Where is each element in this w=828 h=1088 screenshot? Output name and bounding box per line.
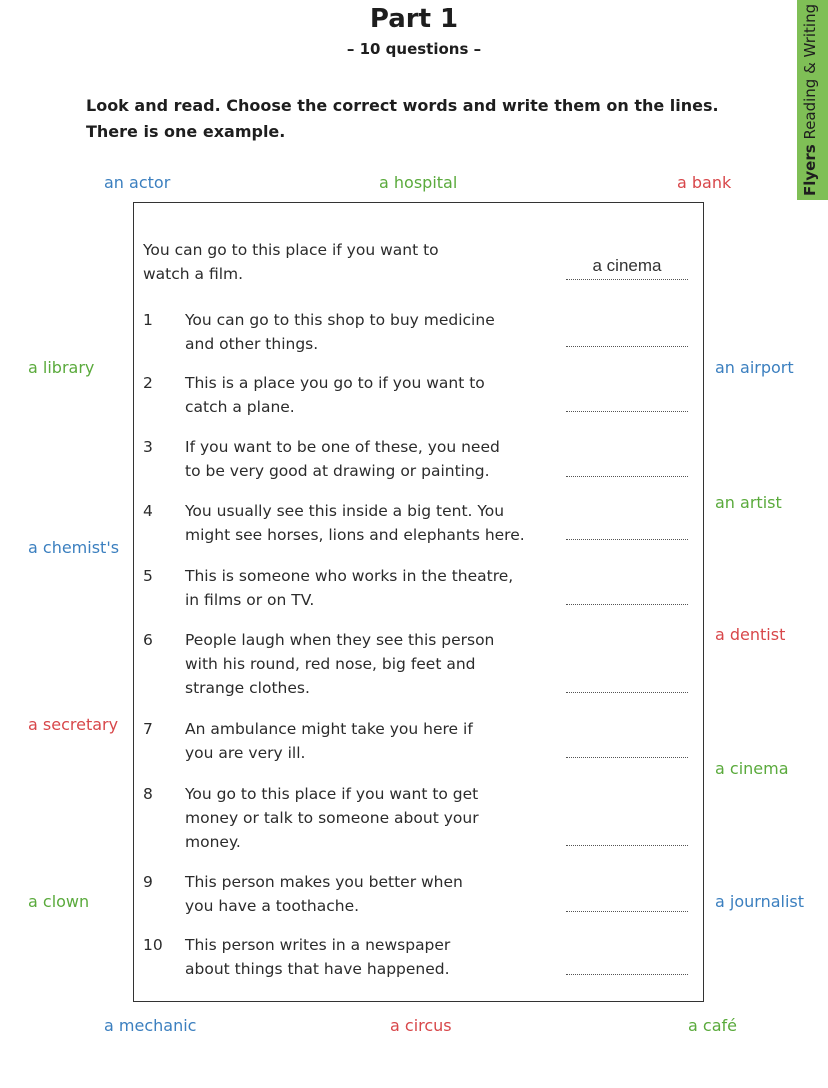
question-text: This person writes in a newspaper about things that have happened. <box>185 936 451 978</box>
instruction-line-1: Look and read. Choose the correct words and write them on the lines. <box>86 96 719 115</box>
page-title: Part 1 <box>369 4 459 34</box>
answer-line[interactable] <box>566 476 688 477</box>
question-number: 10 <box>143 936 163 954</box>
question-number: 3 <box>143 438 153 456</box>
word-a-chemists: a chemist's <box>28 538 120 557</box>
question-text: An ambulance might take you here if you are very ill. <box>185 720 473 762</box>
question-number: 8 <box>143 785 153 803</box>
question-text: People laugh when they see this person with his round, red nose, big feet and strange clothes. <box>185 631 495 697</box>
word-a-journalist: a journalist <box>715 892 805 911</box>
question-number: 2 <box>143 374 153 392</box>
word-a-mechanic: a mechanic <box>104 1016 197 1035</box>
question-text: This person makes you better when you have a toothache. <box>185 873 463 915</box>
answer-line[interactable] <box>566 911 688 912</box>
word-an-artist: an artist <box>715 493 782 512</box>
question-text: You usually see this inside a big tent. You might see horses, lions and elephants here. <box>185 502 525 544</box>
answer-line[interactable] <box>566 539 688 540</box>
word-a-hospital: a hospital <box>379 173 458 192</box>
word-an-actor: an actor <box>104 173 171 192</box>
question-text: This is someone who works in the theatre, in films or on TV. <box>185 567 514 609</box>
answer-line[interactable] <box>566 346 688 347</box>
question-number: 7 <box>143 720 153 738</box>
question-number: 5 <box>143 567 153 585</box>
side-tab <box>797 0 828 200</box>
question-number: 1 <box>143 311 153 329</box>
question-text: You go to this place if you want to get money or talk to someone about your money. <box>185 785 479 851</box>
word-a-library: a library <box>28 358 95 377</box>
word-a-cinema: a cinema <box>715 759 789 778</box>
question-text: You can go to this shop to buy medicine and other things. <box>185 311 495 353</box>
word-an-airport: an airport <box>715 358 794 377</box>
instruction-line-2: There is one example. <box>86 122 286 141</box>
word-a-secretary: a secretary <box>28 715 119 734</box>
question-number: 9 <box>143 873 153 891</box>
answer-line[interactable] <box>566 604 688 605</box>
page-subtitle: – 10 questions – <box>346 40 482 58</box>
question-text: If you want to be one of these, you need to be very good at drawing or painting. <box>185 438 500 480</box>
answer-line[interactable] <box>566 692 688 693</box>
answer-line[interactable] <box>566 757 688 758</box>
word-a-clown: a clown <box>28 892 90 911</box>
example-answer: a cinema <box>592 256 662 275</box>
side-tab-label: Flyers Reading & Writing <box>801 3 819 196</box>
word-a-dentist: a dentist <box>715 625 786 644</box>
answer-line[interactable] <box>566 411 688 412</box>
example-answer-line <box>566 279 688 280</box>
question-number: 4 <box>143 502 153 520</box>
answer-line[interactable] <box>566 974 688 975</box>
question-text: This is a place you go to if you want to catch a plane. <box>185 374 485 416</box>
word-a-bank: a bank <box>677 173 732 192</box>
answer-line[interactable] <box>566 845 688 846</box>
word-a-cafe: a café <box>688 1016 737 1035</box>
example-text: You can go to this place if you want to watch a film. <box>143 241 439 283</box>
word-a-circus: a circus <box>390 1016 452 1035</box>
question-number: 6 <box>143 631 153 649</box>
